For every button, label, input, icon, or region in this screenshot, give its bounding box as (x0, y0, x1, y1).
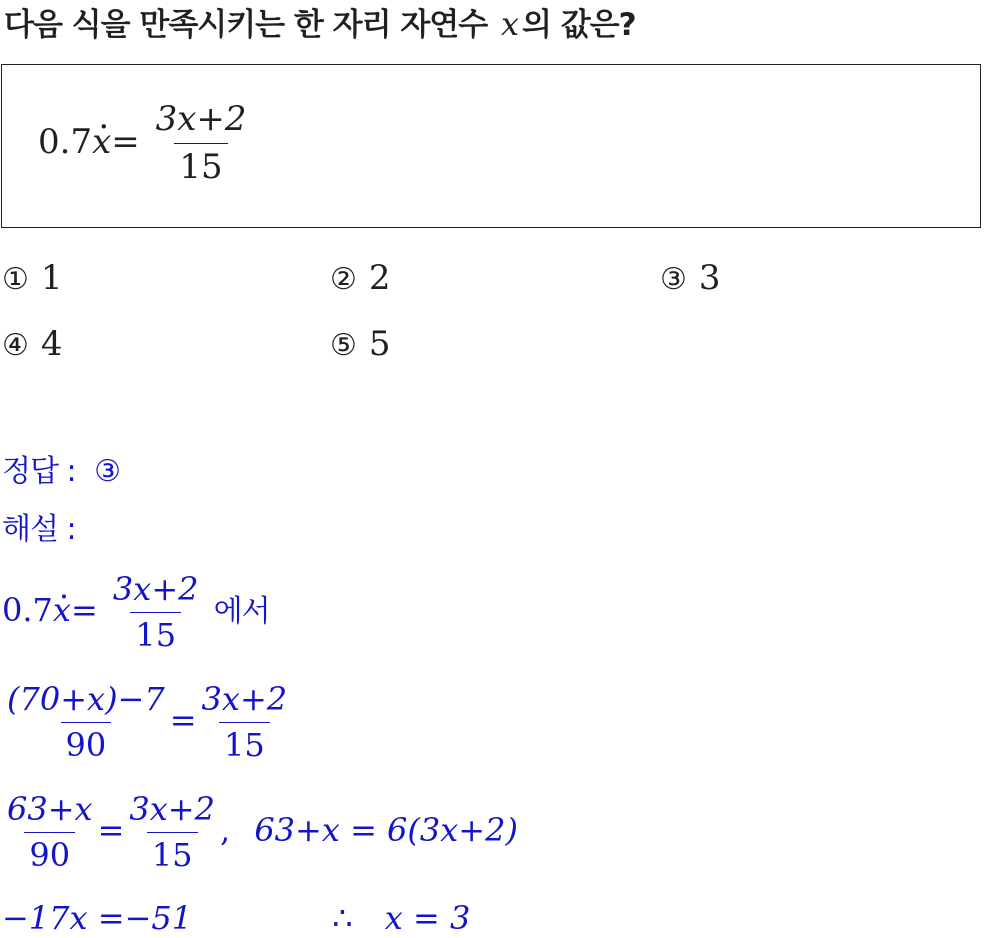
explanation-line-3 (2, 792, 518, 873)
line3-rest: 63+x = 6(3x+2) (254, 811, 518, 850)
line1-fraction (108, 572, 204, 653)
line4-result: x = 3 (384, 899, 471, 937)
choice-mark: ④ (2, 328, 29, 363)
question-text (4, 2, 636, 47)
line1-suffix: 에서 (213, 594, 270, 630)
explanation-line-4 (2, 898, 470, 938)
equation-lhs-repeat: . x (92, 122, 111, 162)
question-suffix: 의 값은? (522, 7, 636, 43)
choice-5[interactable] (330, 324, 391, 366)
line4-left: −17x =−51 (2, 899, 193, 937)
line1-lhs-repeat: . x (53, 591, 71, 629)
explanation-label: 해설 : (2, 512, 76, 547)
line2-numerator-left: (70+x)−7 (7, 680, 165, 718)
equation-box (1, 64, 981, 228)
line2-denominator-left: 90 (61, 722, 112, 763)
line1-denominator: 15 (130, 612, 181, 653)
line3-numerator-right: 3x+2 (129, 790, 215, 828)
explanation-line-2 (2, 682, 292, 763)
equation-denominator: 15 (174, 143, 227, 186)
choice-value: 4 (40, 324, 63, 364)
choice-mark: ② (330, 262, 357, 297)
line3-fraction-left (2, 792, 98, 873)
answer-label: 정답 : (2, 454, 76, 489)
choice-3[interactable] (660, 258, 721, 300)
equation-fraction (151, 101, 252, 187)
choice-1[interactable] (2, 258, 63, 300)
choice-mark: ① (2, 262, 29, 297)
line3-numerator-left: 63+x (7, 790, 93, 828)
choice-value: 5 (368, 324, 391, 364)
choice-2[interactable] (330, 258, 391, 300)
line2-fraction-left (2, 682, 170, 763)
answer-line (2, 452, 120, 492)
choice-value: 3 (698, 258, 721, 298)
line3-fraction-right (124, 792, 220, 873)
question-variable: x (500, 5, 518, 43)
line2-eq: = (169, 701, 197, 740)
line1-lhs-int: 0.7 (2, 591, 53, 630)
line3-eq: = (97, 811, 125, 850)
line3-denominator-left: 90 (24, 832, 75, 873)
line2-fraction-right (197, 682, 293, 763)
line3-denominator-right: 15 (147, 832, 198, 873)
line4-therefore: ∴ (332, 899, 353, 937)
answer-value: ③ (94, 454, 121, 489)
choice-value: 1 (40, 258, 63, 298)
line1-eq: = (70, 591, 98, 630)
line3-comma: , (219, 811, 231, 850)
choice-value: 2 (368, 258, 391, 298)
line1-numerator: 3x+2 (112, 570, 199, 608)
question-prefix: 다음 식을 만족시키는 한 자리 자연수 (4, 7, 488, 43)
choice-mark: ⑤ (330, 328, 357, 363)
equation (38, 101, 252, 187)
choice-4[interactable] (2, 324, 63, 366)
choice-mark: ③ (660, 262, 687, 297)
equation-lhs-int: 0.7 (38, 121, 93, 162)
equation-numerator: 3x+2 (155, 99, 247, 139)
explanation-line-1 (2, 572, 270, 653)
line2-numerator-right: 3x+2 (201, 680, 288, 718)
line2-denominator-right: 15 (219, 722, 270, 763)
equation-equals: = (111, 121, 140, 162)
